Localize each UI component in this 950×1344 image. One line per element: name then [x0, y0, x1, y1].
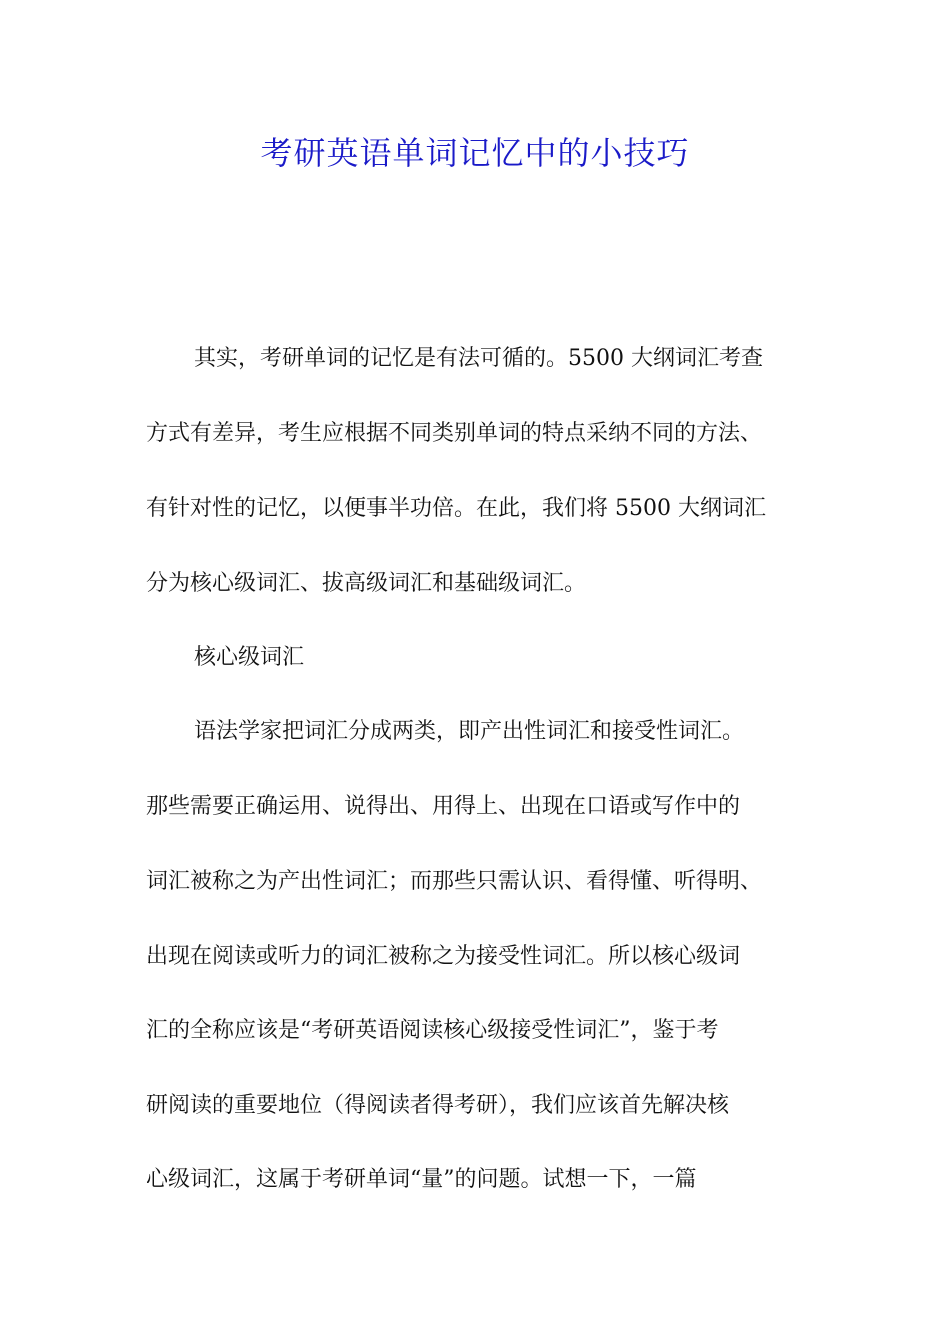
document-title: 考研英语单词记忆中的小技巧	[260, 134, 690, 172]
paragraph-line: 汇的全称应该是“考研英语阅读核心级接受性词汇”，鉴于考	[146, 1018, 719, 1043]
paragraph-line: 词汇被称之为产出性词汇；而那些只需认识、看得懂、听得明、	[146, 869, 763, 894]
paragraph-line: 语法学家把词汇分成两类，即产出性词汇和接受性词汇。	[194, 719, 745, 744]
paragraph-line: 出现在阅读或听力的词汇被称之为接受性词汇。所以核心级词	[146, 944, 741, 969]
paragraph-line: 其实，考研单词的记忆是有法可循的。5500 大纲词汇考查	[194, 346, 763, 371]
section-heading: 核心级词汇	[194, 645, 305, 670]
paragraph-line: 心级词汇，这属于考研单词“量”的问题。试想一下，一篇	[146, 1167, 697, 1192]
paragraph-line: 那些需要正确运用、说得出、用得上、出现在口语或写作中的	[146, 794, 741, 819]
paragraph-line: 分为核心级词汇、拔高级词汇和基础级词汇。	[146, 571, 587, 596]
paragraph-line: 方式有差异，考生应根据不同类别单词的特点采纳不同的方法、	[146, 421, 763, 446]
paragraph-line: 研阅读的重要地位（得阅读者得考研），我们应该首先解决核	[146, 1093, 730, 1118]
paragraph-line: 有针对性的记忆，以便事半功倍。在此，我们将 5500 大纲词汇	[146, 496, 766, 521]
